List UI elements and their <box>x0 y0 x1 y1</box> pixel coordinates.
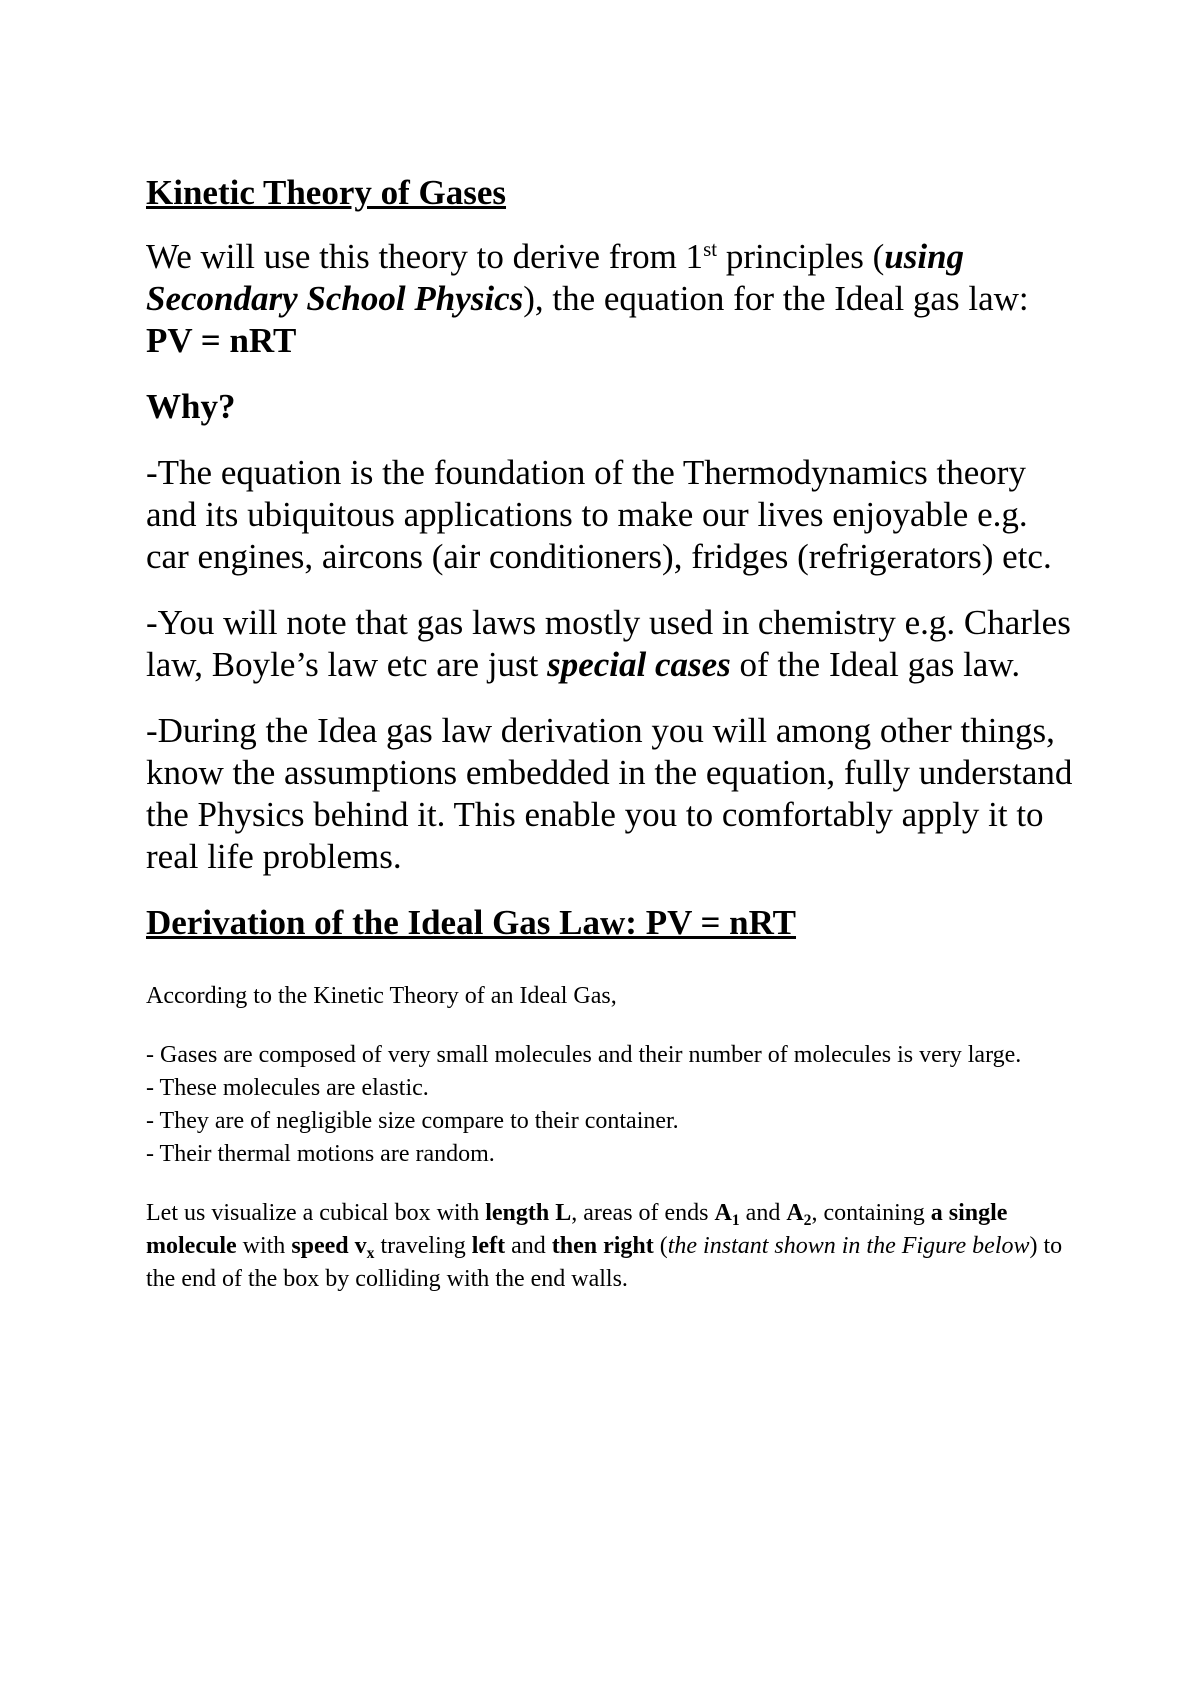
point-special-cases <box>146 602 1076 686</box>
point-derivation: -During the Idea gas law derivation you will among other things, know the assumptions embedded in the equation, fully understand the Physics behind it. This enable you to comfortably apply it to real life problems. <box>146 711 1073 876</box>
assumption-item: - These molecules are elastic. <box>146 1075 429 1101</box>
document-content <box>146 172 1076 1322</box>
vis-speed <box>291 1233 375 1262</box>
intro-paragraph <box>146 236 1076 362</box>
vis-speed-text: speed v <box>291 1233 367 1259</box>
vis-single-molecule: a single molecule <box>146 1200 1008 1259</box>
point-thermodynamics: -The equation is the foundation of the Thermodynamics theory and its ubiquitous applications to make our lives enjoyable e.g. car engines, aircons (air conditioners), fridges (refrigerators) etc. <box>146 453 1052 576</box>
vis-text-15: ( <box>653 1233 668 1259</box>
vis-text-17: ) to the end of the box by colliding with the end walls. <box>146 1233 1063 1292</box>
vis-text-11: traveling <box>374 1233 472 1259</box>
intro-text-3: ), the equation for the Ideal gas law: <box>523 279 1029 318</box>
assumption-item: - They are of negligible size compare to their container. <box>146 1108 679 1134</box>
assumption-item: - Their thermal motions are random. <box>146 1141 495 1167</box>
why-heading: Why? <box>146 387 236 426</box>
vis-speed-sub: x <box>366 1244 375 1262</box>
vis-text-5: and <box>739 1200 787 1226</box>
vis-text-7: , containing <box>811 1200 931 1226</box>
vis-area-2 <box>786 1200 812 1229</box>
vis-area-1-sub: 1 <box>731 1211 740 1229</box>
vis-length: length L <box>485 1200 572 1226</box>
intro-text-2: principles ( <box>717 237 885 276</box>
point2-text-a: -You will note that gas laws mostly used in chemistry e.g. Charles law, Boyle’s law etc are just <box>146 603 1071 684</box>
intro-equation: PV = nRT <box>146 321 297 360</box>
vis-area-1-letter: A <box>714 1200 732 1226</box>
intro-superscript: st <box>703 237 718 262</box>
assumption-item: - Gases are composed of very small molecules and their number of molecules is very large. <box>146 1042 1022 1068</box>
assumption-list <box>146 1039 1076 1171</box>
vis-then-right: then right <box>551 1233 654 1259</box>
vis-text-3: , areas of ends <box>571 1200 715 1226</box>
page-title: Kinetic Theory of Gases <box>146 173 507 212</box>
point2-text-c: of the Ideal gas law. <box>730 645 1021 684</box>
according-text: According to the Kinetic Theory of an Ideal Gas, <box>146 983 617 1009</box>
vis-figure-note: the instant shown in the Figure below <box>667 1233 1030 1259</box>
intro-emphasis: using Secondary School Physics <box>146 237 965 318</box>
vis-left: left <box>471 1233 506 1259</box>
vis-area-2-sub: 2 <box>803 1211 812 1229</box>
intro-text-1: We will use this theory to derive from 1 <box>146 237 704 276</box>
vis-area-2-letter: A <box>786 1200 804 1226</box>
vis-text-9: with <box>236 1233 292 1259</box>
visualize-paragraph <box>146 1197 1076 1296</box>
vis-text-13: and <box>505 1233 552 1259</box>
vis-area-1 <box>714 1200 740 1229</box>
vis-text-1: Let us visualize a cubical box with <box>146 1200 486 1226</box>
derivation-heading: Derivation of the Ideal Gas Law: PV = nRT <box>146 903 797 942</box>
point2-emphasis: special cases <box>547 645 731 684</box>
